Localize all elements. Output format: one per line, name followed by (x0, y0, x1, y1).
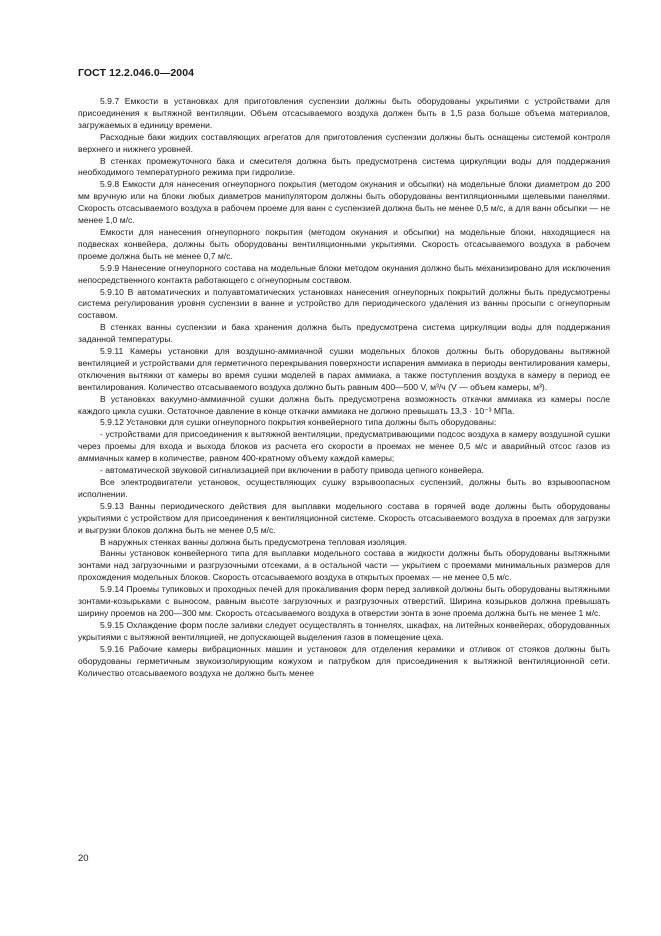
paragraph: В установках вакуумно-аммиачной сушки должна быть предусмотрена возможность откачки аммиака из камеры после каждого цикла сушки. Остаточное давление в конце откачки аммиака не должно превышать 13,3 · 10⁻³ МПа. (78, 393, 610, 416)
paragraph: В стенках промежуточного бака и смесителя должна быть предусмотрена система циркуляции воды для поддержания необходимого температурного режима при гидролизе. (78, 155, 610, 178)
paragraph: 5.9.15 Охлаждение форм после заливки следует осуществлять в тоннелях, шкафах, на литейных конвейерах, оборудованных укрытиями с вытяжной вентиляцией, не допускающей выделения газов в помещение цеха. (78, 619, 610, 642)
paragraph: 5.9.14 Проемы тупиковых и проходных печей для прокаливания форм перед заливкой должны быть оборудованы вытяжными зонтами-козырьками с выносом, равным высоте загрузочных и разгрузочных отверстий. Ширина козырьков должна превышать ширину проемов на 200—300 мм. Скорость отсасываемого воздуха в отверстии зонта в зоне проема должна быть не менее 1 м/с. (78, 584, 610, 618)
paragraph: 5.9.10 В автоматических и полуавтоматических установках нанесения огнеупорных покрытий должны быть предусмотрены система регулирования уровня суспензии в ванне и устройство для периодического удаления из ванны просыпи с огнеупорным составом. (78, 286, 610, 321)
list-item: - автоматической звуковой сигнализацией при включении в работу привода цепного конвейера. (100, 465, 484, 476)
document-body (78, 96, 610, 679)
document-header: ГОСТ 12.2.046.0—2004 (78, 67, 195, 79)
page-number: 20 (78, 853, 89, 864)
paragraph: В стенках ванны суспензии и бака хранения должна быть предусмотрена система циркуляции воды для поддержания заданной температуры. (78, 322, 610, 345)
paragraph: Ванны установок конвейерного типа для выплавки модельного состава в жидкости должны быть оборудованы вытяжными зонтами над загрузочными и разгрузочными отсеками, а в остальной части — укрытием с проемами минимальных размеров для прохождения модельных блоков. Скорость отсасываемого воздуха в открытых проемах — не менее 0,5 м/с. (78, 548, 610, 583)
paragraph: 5.9.13 Ванны периодического действия для выплавки модельного состава в горячей воде должны быть оборудованы укрытиями с устройством для присоединения к вентиляционной системе. Скорость отсасываемого воздуха в проемах для загрузки и выгрузки блоков должна быть не менее 0,5 м/с. (78, 500, 610, 535)
list-item: - устройствами для присоединения к вытяжной вентиляции, предусматривающими подсос воздуха в камеру воздушной сушки через проемы для входа и выхода блоков из расчета его скорости в проемах не менее 0,5 м/с и аварийный отсос газов из аммиачных камер в количестве, равном 400-кратному объему каждой камеры; (78, 429, 610, 464)
paragraph: 5.9.8 Емкости для нанесения огнеупорного покрытия (методом окунания и обсыпки) на модельные блоки диаметром до 200 мм вручную или на блоки любых диаметров манипулятором должны быть оборудованы вентиляционными щелевыми панелями. Скорость отсасываемого воздуха в рабочем проеме для ванн с суспензией должна быть не менее 0,5 м/с, а для ванн обсыпки — не менее 1,0 м/с. (78, 179, 610, 226)
paragraph: 5.9.12 Установки для сушки огнеупорного покрытия конвейерного типа должны быть оборудованы: (100, 417, 497, 428)
paragraph: 5.9.9 Нанесение огнеупорного состава на модельные блоки методом окунания должно быть механизировано для исключения непосредственного контакта работающего с огнеупорным составом. (78, 262, 610, 285)
paragraph: Емкости для нанесения огнеупорного покрытия (методом окунания и обсыпки) на модельные блоки, находящиеся на подвесках конвейера, должны быть оборудованы вентиляционными укрытиями. Скорость отсасываемого воздуха в рабочем проеме должна быть не менее 0,7 м/с. (78, 226, 610, 261)
paragraph: 5.9.16 Рабочие камеры вибрационных машин и установок для отделения керамики и отливок от стояков должны быть оборудованы герметичным звукоизолирующим кожухом и патрубком для присоединения к вытяжной вентиляционной сети. Количество отсасываемого воздуха не должно быть менее (78, 643, 610, 678)
paragraph: Расходные баки жидких составляющих агрегатов для приготовления суспензии должны быть оснащены системой контроля верхнего и нижнего уровней. (78, 131, 610, 154)
paragraph: Все электродвигатели установок, осуществляющих сушку взрывоопасных суспензий, должны быть во взрывоопасном исполнении. (78, 477, 610, 499)
paragraph: В наружных стенках ванны должна быть предусмотрена тепловая изоляция. (100, 536, 408, 547)
paragraph: 5.9.11 Камеры установки для воздушно-аммиачной сушки модельных блоков должны быть оборудованы вытяжной вентиляцией и устройствами для герметичного перекрывания поверхности испарения аммиака в периоды вентилирования камеры, отключения вытяжки от камеры во время сушки моделей в парах аммиака, а также поступления воздуха в камеру в период ее вентилирования. Количество отсасываемого воздуха должно быть равным 400—500 V, м³/ч (V — объем камеры, м³). (78, 346, 610, 392)
paragraph: 5.9.7 Емкости в установках для приготовления суспензии должны быть оборудованы укрытиями с устройствами для присоединения к вытяжной вентиляции. Объем отсасываемого воздуха должен быть в 1,5 раза больше объема материалов, загружаемых в единицу времени. (78, 96, 610, 130)
